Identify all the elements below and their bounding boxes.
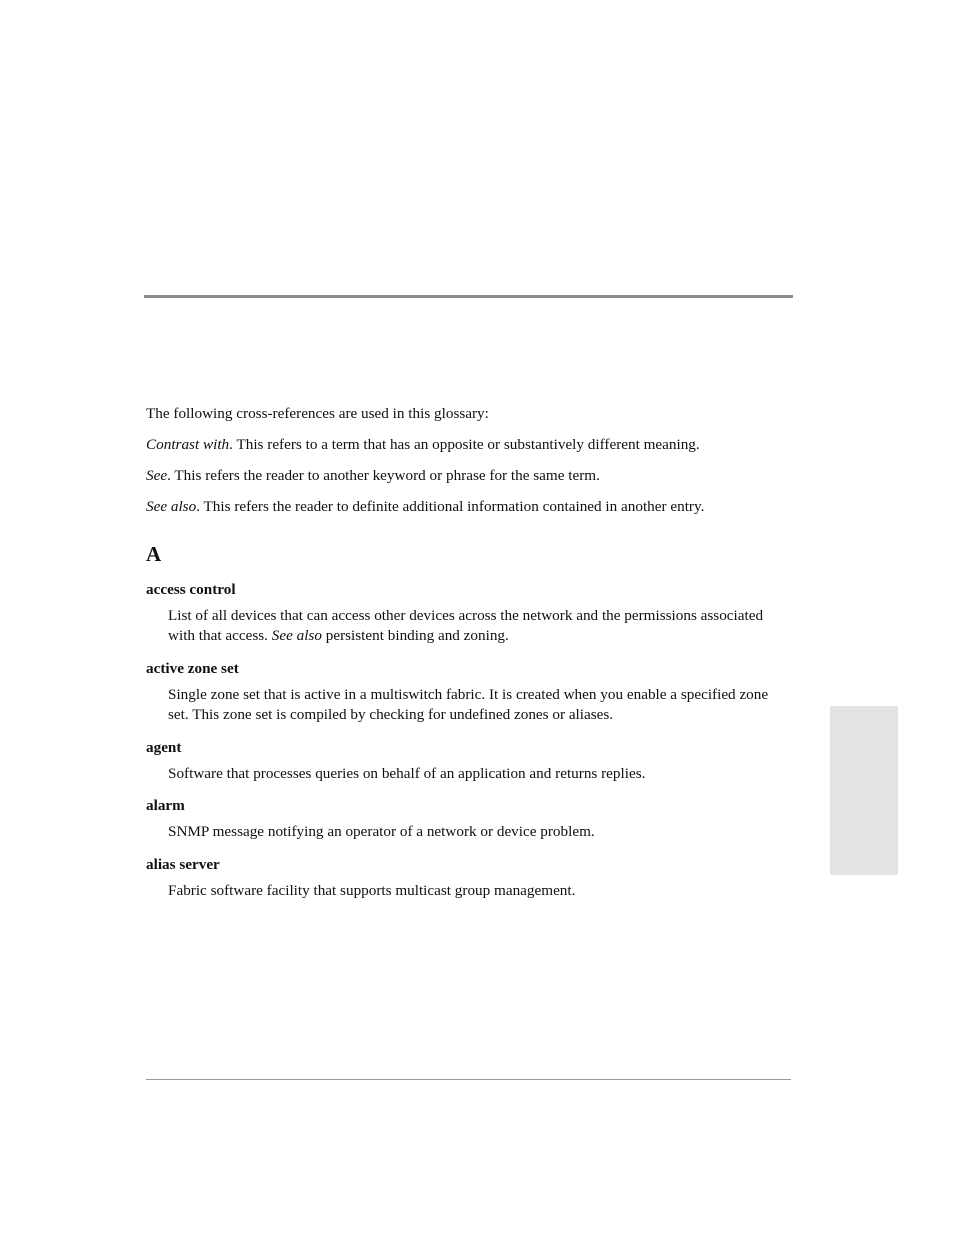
entry-def-before: List of all devices that can access other devices across the network and the permissions associated with that access.: [168, 606, 764, 644]
see-also-term: See also: [146, 498, 197, 515]
glossary-content: [146, 404, 771, 913]
intro-see: [146, 466, 771, 487]
entry-definition: [168, 606, 772, 647]
contrast-text: . This refers to a term that has an opposite or substantively different meaning.: [229, 436, 700, 453]
intro-see-also: [146, 497, 771, 518]
contrast-term: Contrast with: [146, 436, 230, 453]
section-letter: A: [146, 541, 162, 566]
entry-def-after: persistent binding and zoning.: [321, 627, 509, 644]
entry-term: agent: [146, 738, 182, 756]
intro-contrast: [146, 435, 771, 456]
entry-def-see-also: See also: [271, 627, 322, 644]
entry-term: access control: [146, 580, 236, 598]
see-also-text: . This refers the reader to definite additional information contained in another entry.: [196, 498, 705, 515]
glossary-entry: [146, 580, 771, 647]
entry-term: alarm: [146, 797, 185, 814]
entry-term: active zone set: [146, 659, 239, 677]
glossary-entry: [146, 855, 771, 902]
see-term: See: [146, 467, 168, 484]
glossary-entry: [146, 659, 771, 726]
see-text: . This refers the reader to another keyword or phrase for the same term.: [167, 467, 600, 484]
entry-term: alias server: [146, 855, 220, 873]
glossary-entry: [146, 796, 771, 843]
intro-lead: The following cross-references are used in this glossary:: [146, 405, 489, 422]
entry-definition: SNMP message notifying an operator of a network or device problem.: [168, 823, 595, 840]
entry-definition: Fabric software facility that supports multicast group management.: [168, 881, 576, 899]
entry-definition: Software that processes queries on behalf of an application and returns replies.: [168, 764, 646, 782]
chapter-side-tab: [830, 706, 898, 875]
footer-rule: [146, 1079, 791, 1080]
glossary-entry: [146, 738, 771, 785]
header-rule: [144, 295, 793, 298]
entry-definition: Single zone set that is active in a multiswitch fabric. It is created when you enable a specified zone set. This zone set is compiled by checking for undefined zones or aliases.: [168, 685, 769, 723]
